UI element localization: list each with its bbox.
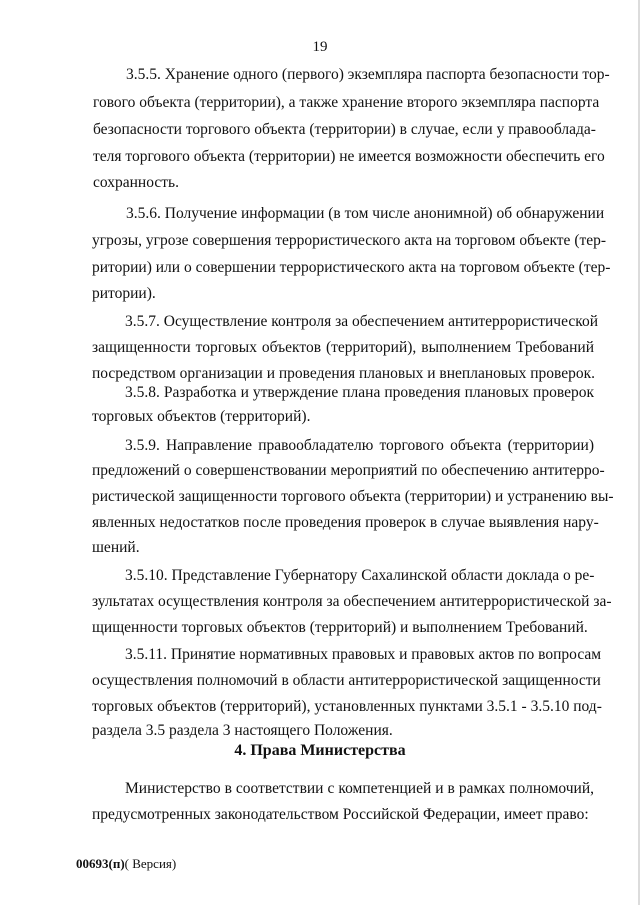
paragraph-3-5-5-line-5: сохранность. (93, 174, 179, 191)
paragraph-3-5-6-line-2: угрозы, угрозе совершения террористического акта на торговом объекте (тер- (92, 232, 607, 249)
paragraph-3-5-5-line-1: 3.5.5. Хранение одного (первого) экземпляра паспорта безопасности тор- (126, 66, 610, 83)
paragraph-3-5-9-line-3: ристической защищенности торгового объекта (территории) и устранению вы- (92, 488, 614, 505)
paragraph-3-5-9-line-5: шений. (92, 539, 140, 556)
document-version: ( Версия) (124, 856, 177, 871)
paragraph-3-5-7-line-3: посредством организации и проведения плановых и внеплановых проверок. (92, 365, 596, 382)
paragraph-3-5-11-line-1: 3.5.11. Принятие нормативных правовых и правовых актов по вопросам (125, 646, 602, 663)
paragraph-3-5-6-line-4: ритории). (92, 285, 156, 302)
paragraph-3-5-8-line-2: торговых объектов (территорий). (92, 408, 311, 425)
paragraph-3-5-9-line-1: 3.5.9. Направление правообладателю торгового объекта (территории) (125, 437, 594, 454)
paragraph-3-5-11-line-4: раздела 3.5 раздела 3 настоящего Положения. (92, 722, 393, 739)
paragraph-3-5-6-line-1: 3.5.6. Получение информации (в том числе анонимной) об обнаружении (126, 205, 605, 222)
paragraph-3-5-5-line-4: теля торгового объекта (территории) не имеется возможности обеспечить его (93, 148, 605, 165)
document-code: 00693(п) (76, 856, 125, 871)
paragraph-3-5-11-line-2: осуществления полномочий в области антитеррористической защищенности (92, 672, 601, 689)
paragraph-3-5-7-line-2: защищенности торговых объектов (территорий), выполнением Требований (92, 339, 594, 356)
paragraph-3-5-10-line-1: 3.5.10. Представление Губернатору Сахалинской области доклада о ре- (125, 567, 595, 584)
paragraph-3-5-9-line-2: предложений о совершенствовании мероприятий по обеспечению антитерро- (92, 462, 605, 479)
paragraph-3-5-5-line-2: гового объекта (территории), а также хранение второго экземпляра паспорта (93, 94, 600, 111)
paragraph-3-5-11-line-3: торговых объектов (территорий), установленных пунктами 3.5.1 - 3.5.10 под- (92, 698, 602, 715)
paragraph-3-5-7-line-1: 3.5.7. Осуществление контроля за обеспечением антитеррористической (125, 313, 599, 330)
paragraph-3-5-9-line-4: явленных недостатков после проведения проверок в случае выявления нару- (92, 514, 599, 531)
paragraph-3-5-5-line-3: безопасности торгового объекта (территории) в случае, если у правооблада- (93, 121, 596, 138)
paragraph-3-5-6-line-3: ритории) или о совершении террористического акта на торговом объекте (тер- (92, 259, 611, 276)
paragraph-3-5-10-line-3: щищенности торговых объектов (территорий) и выполнением Требований. (92, 619, 588, 636)
page-number: 19 (312, 39, 328, 55)
section-heading: 4. Права Министерства (234, 742, 406, 759)
section-paragraph-line-1: Министерство в соответствии с компетенцией и в рамках полномочий, (125, 780, 594, 797)
section-paragraph-line-2: предусмотренных законодательством Российской Федерации, имеет право: (92, 806, 589, 823)
document-footer (76, 856, 176, 871)
paragraph-3-5-10-line-2: зультатах осуществления контроля за обеспечением антитеррористической за- (92, 593, 612, 610)
paragraph-3-5-8-line-1: 3.5.8. Разработка и утверждение плана проведения плановых проверок (125, 384, 594, 401)
